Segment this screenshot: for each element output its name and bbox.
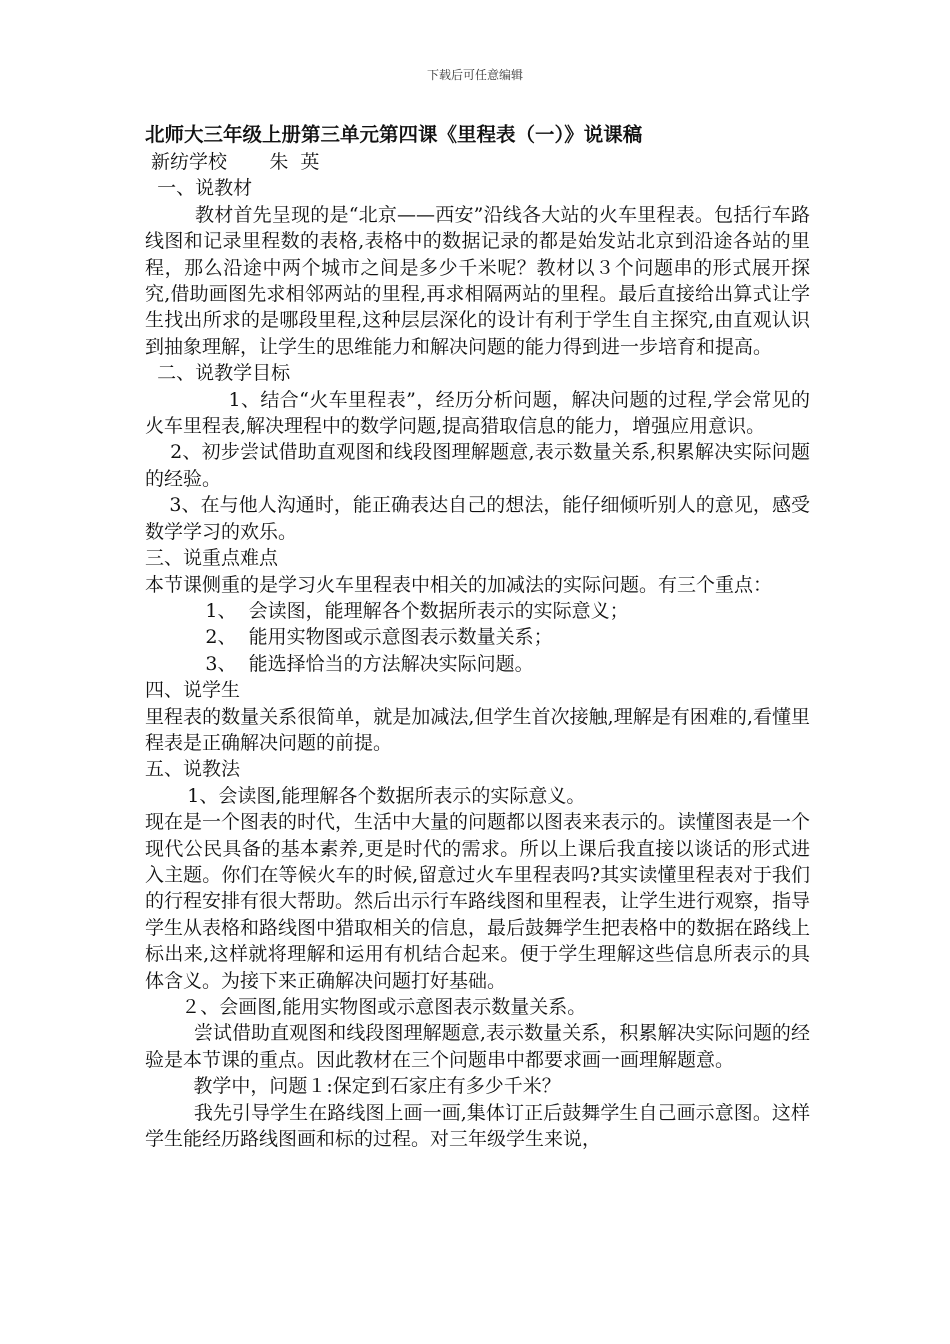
paragraph: 本节课侧重的是学习火车里程表中相关的加减法的实际问题。有三个重点： bbox=[145, 573, 773, 596]
header-note: 下载后可任意编辑 bbox=[426, 68, 523, 82]
paragraph: 现在是一个图表的时代，生活中大量的问题都以图表来表示的。读懂图表是一个现代公民具备的基本素养,更是时代的需求。所以上课后我直接以谈话的形式进入主题。你们在等候火车的时候,留意过火车里程表吗?其实读懂里程表对于我们的行程安排有很大帮助。然后出示行车路线图和里程表，让学生进行观察，指导学生从表格和路线图中猎取相关的信息，最后鼓舞学生把表格中的数据在路线上标出来,这样就将理解和运用有机结合起来。便于学生理解这些信息所表示的具体含义。为接下来正确解决问题打好基础。 bbox=[145, 811, 811, 992]
paragraph-list bbox=[145, 175, 810, 1152]
paragraph: 3、在与他人沟通时，能正确表达自己的想法，能仔细倾听别人的意见，感受数学学习的欢乐。 bbox=[145, 494, 810, 543]
paragraph: 教学中，问题１:保定到石家庄有多少千米？ bbox=[145, 1075, 561, 1098]
paragraph: 尝试借助直观图和线段图理解题意,表示数量关系，积累解决实际问题的经验是本节课的重点。因此教材在三个问题串中都要求画一画理解题意。 bbox=[145, 1022, 810, 1071]
paragraph: 三、说重点难点 bbox=[145, 547, 279, 570]
paragraph: 2、初步尝试借助直观图和线段图理解题意,表示数量关系,积累解决实际问题的经验。 bbox=[145, 441, 810, 490]
paragraph: ２、会画图,能用实物图或示意图表示数量关系。 bbox=[145, 996, 587, 1018]
document-body bbox=[145, 120, 810, 1152]
paragraph: 1、会读图,能理解各个数据所表示的实际意义。 bbox=[145, 784, 586, 807]
paragraph: 3、 能选择恰当的方法解决实际问题。 bbox=[145, 652, 534, 675]
paragraph: 四、说学生 bbox=[145, 679, 241, 702]
paragraph: 1、结合“火车里程表”，经历分析问题，解决问题的过程,学会常见的火车里程表,解决理程中的数学问题,提高猎取信息的能力，增强应用意识。 bbox=[145, 388, 810, 438]
paragraph: 里程表的数量关系很简单，就是加减法,但学生首次接触,理解是有困难的,看懂里程表是正确解决问题的前提。 bbox=[145, 705, 810, 754]
paragraph: 教材首先呈现的是“北京——西安”沿线各大站的火车里程表。包括行车路线图和记录里程数的表格,表格中的数据记录的都是始发站北京到沿途各站的里程，那么沿途中两个城市之间是多少千米呢？教材以３个问题串的形式展开探究,借助画图先求相邻两站的里程,再求相隔两站的里程。最后直接给出算式让学生找出所求的是哪段里程,这种层层深化的设计有利于学生自主探究,由直观认识到抽象理解，让学生的思维能力和解决问题的能力得到进一步培育和提高。 bbox=[145, 203, 810, 358]
paragraph: 一、说教材 bbox=[145, 177, 253, 200]
paragraph: 二、说教学目标 bbox=[145, 362, 291, 385]
author-line: 新纺学校 朱 英 bbox=[145, 151, 320, 173]
document-title: 北师大三年级上册第三单元第四课《里程表（一）》说课稿 bbox=[145, 123, 643, 146]
paragraph: 1、 会读图，能理解各个数据所表示的实际意义； bbox=[145, 599, 629, 622]
paragraph: 2、 能用实物图或示意图表示数量关系； bbox=[145, 626, 553, 649]
paragraph: 我先引导学生在路线图上画一画,集体订正后鼓舞学生自己画示意图。这样学生能经历路线图画和标的过程。对三年级学生来说， bbox=[145, 1101, 810, 1151]
paragraph: 五、说教法 bbox=[145, 758, 241, 781]
